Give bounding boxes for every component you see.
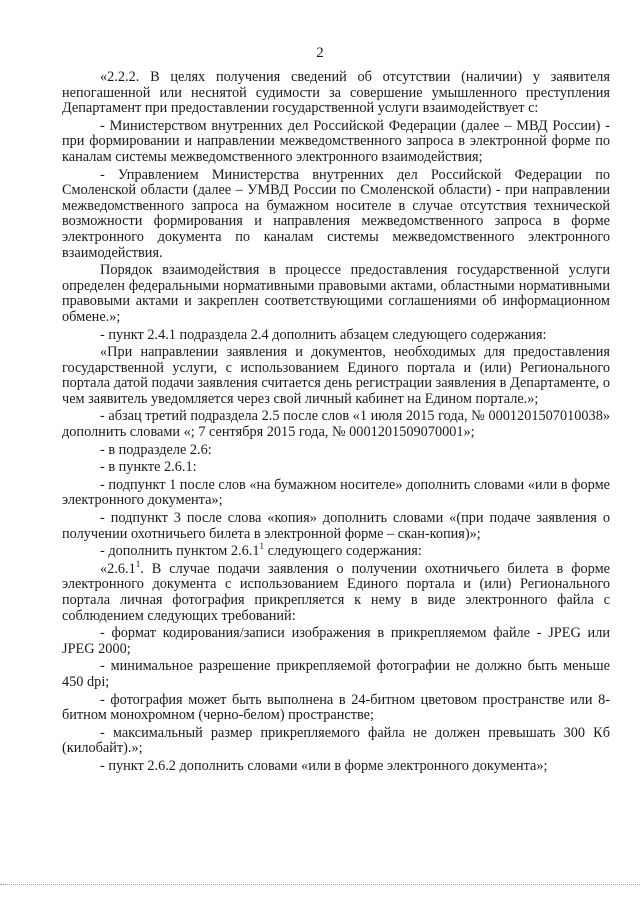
requirement-resolution: - минимальное разрешение прикрепляемой фотографии не должно быть меньше 450 dpi; <box>62 658 610 690</box>
paragraph-add-item <box>62 541 610 560</box>
paragraph-mvd: - Министерством внутренних дел Российской Федерации (далее – МВД России) - при формировании и направлении межведомственного запроса в электронной форме по каналам системы межведомственного электронного взаимодействия; <box>62 117 610 165</box>
paragraph-quote-2-4-1: «При направлении заявления и документов, необходимых для предоставления государственной услуги, с использованием Единого портала и (или) Регионального портала датой подачи заявления считается день регистрации заявления в Департаменте, о чем заявитель уведомляется через свой личный кабинет на Едином портале.»; <box>62 344 610 407</box>
requirement-file-size: - максимальный размер прикрепляемого файла не должен превышать 300 Кб (килобайт).»; <box>62 724 610 757</box>
paragraph-2-6-1-1 <box>62 559 610 624</box>
paragraph-umvd: - Управлением Министерства внутренних дел Российской Федерации по Смоленской области (далее – УМВД России по Смоленской области) - при направлении межведомственного запроса на бумажном носителе в случае отсутствия технической возможности формирования и направления межведомственного запроса в форме электронного документа по каналам системы межведомственного электронного взаимодействия. <box>62 166 610 261</box>
add-item-tail: следующего содержания: <box>264 543 422 560</box>
paragraph-subitem-1: - подпункт 1 после слов «на бумажном носителе» дополнить словами «или в форме электронного документа»; <box>62 476 610 509</box>
paragraph-item-2-6-1: - в пункте 2.6.1: <box>100 459 197 476</box>
paragraph-subitem-3: - подпункт 3 после слова «копия» дополнить словами «(при подаче заявления о получении охотничьего билета в электронной форме – скан-копия)»; <box>62 510 610 542</box>
paragraph-interaction-order: Порядок взаимодействия в процессе предоставления государственной услуги определен федеральными нормативными правовыми актами, областными нормативными правовыми актами и закреплен соответствующими соглашениями об информационном обмене.»; <box>62 262 610 325</box>
paragraph-item-2-4-1: - пункт 2.4.1 подраздела 2.4 дополнить абзацем следующего содержания: <box>100 326 547 343</box>
requirement-format: - формат кодирования/записи изображения в прикрепляемом файле - JPEG или JPEG 2000; <box>62 625 610 657</box>
scan-edge-line <box>0 884 640 885</box>
paragraph-2-2-2: «2.2.2. В целях получения сведений об отсутствии (наличии) у заявителя непогашенной или неснятой судимости за совершение умышленного преступления Департамент при предоставлении государственной услуги взаимодействует с: <box>62 69 610 117</box>
item-2-6-1-1-lead: «2.6.1 <box>100 560 136 577</box>
item-2-6-1-1-sup: 1 <box>135 559 141 570</box>
paragraph-subsection-2-5: - абзац третий подраздела 2.5 после слов «1 июля 2015 года, № 0001201507010038» дополнить словами «; 7 сентября 2015 года, № 0001201509070001»; <box>62 408 610 441</box>
paragraph-subsection-2-6: - в подразделе 2.6: <box>100 441 212 458</box>
add-item-sup: 1 <box>259 541 265 552</box>
document-body <box>62 70 610 775</box>
requirement-color-space: - фотография может быть выполнена в 24-битном цветовом пространстве или 8-битном монохромном (черно-белом) пространстве; <box>62 691 610 724</box>
paragraph-item-2-6-2: - пункт 2.6.2 дополнить словами «или в форме электронного документа»; <box>100 757 548 774</box>
item-2-6-1-1-tail: . В случае подачи заявления о получении охотничьего билета в форме электронного документа с использованием Единого портала и (или) Регионального портала личная фотография прикрепляется к нему в виде электронного файла с соблюдением следующих требований: <box>62 560 610 624</box>
page-number: 2 <box>316 45 324 61</box>
add-item-text: - дополнить пунктом 2.6.1 <box>100 543 260 560</box>
